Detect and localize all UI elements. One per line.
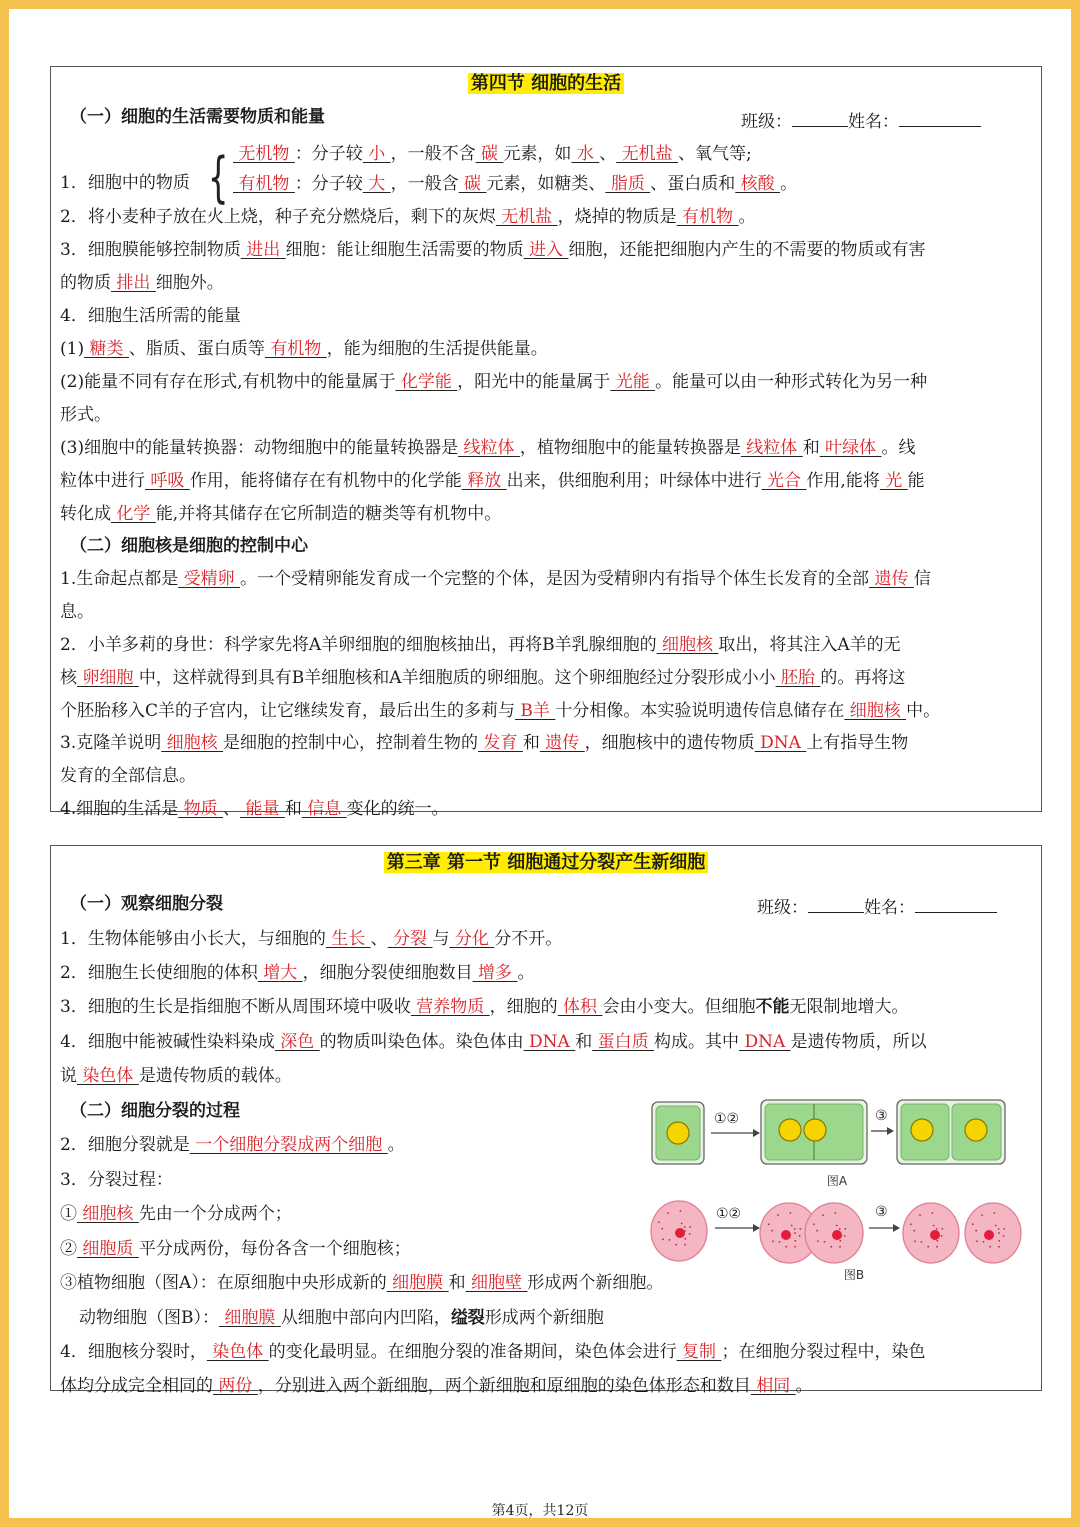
item-p3: 3．分裂过程： xyxy=(60,1170,173,1190)
cytoplasm-granule xyxy=(777,1214,779,1216)
answer-blank: 信息 xyxy=(301,799,347,819)
arrow-12 xyxy=(711,1111,760,1137)
cytoplasm-granule xyxy=(684,1244,686,1246)
cytoplasm-granule xyxy=(927,1246,929,1248)
answer-blank: 无机物 xyxy=(233,144,295,164)
name-blank xyxy=(899,110,981,127)
text-segment: 。线 xyxy=(881,438,916,458)
answer-blank: 糖类 xyxy=(84,339,129,359)
answer-blank: 细胞壁 xyxy=(465,1273,528,1293)
cytoplasm-granule xyxy=(661,1228,663,1230)
cytoplasm-granule xyxy=(983,1241,985,1243)
item-2 xyxy=(60,205,1033,229)
answer-blank: 细胞核 xyxy=(844,701,907,721)
answer-blank: 蛋白质 xyxy=(592,1032,655,1052)
text-segment: 出来，供细胞利用；叶绿体中进行 xyxy=(506,471,762,491)
text-segment: 和 xyxy=(448,1273,466,1293)
answer-blank: 有机物 xyxy=(233,174,295,194)
arrow-label-3-b: ③ xyxy=(875,1204,888,1220)
text-segment: 。一个受精卵能发育成一个完整的个体，是因为受精卵内有指导个体生长发育的全部 xyxy=(240,569,870,589)
text-segment: 体均分成完全相同的 xyxy=(60,1376,213,1396)
answer-blank: 进出 xyxy=(240,240,286,260)
figure-a-caption: 图A xyxy=(826,1174,848,1188)
item-n4a xyxy=(60,1030,1033,1054)
cytoplasm-granule xyxy=(1003,1228,1005,1230)
item-4-3b xyxy=(60,469,1033,493)
cytoplasm-granule xyxy=(830,1246,832,1248)
item-q4a xyxy=(60,1340,1033,1364)
cytoplasm-granule xyxy=(794,1232,796,1234)
cytoplasm-granule xyxy=(816,1230,818,1232)
item-1b xyxy=(233,172,1033,196)
text-segment: 形成两个新细胞 xyxy=(484,1308,604,1328)
cytoplasm-granule xyxy=(936,1228,938,1230)
cytoplasm-granule xyxy=(975,1230,977,1232)
text-segment: ：分子较 xyxy=(294,174,363,194)
plant-cell-dividing xyxy=(761,1100,867,1164)
cytoplasm-granule xyxy=(794,1228,796,1230)
answer-blank: 一个细胞分裂成两个细胞 xyxy=(189,1135,388,1155)
text-segment: 信 xyxy=(913,569,931,589)
text-segment: 、氧气等; xyxy=(678,144,752,164)
class-name-fields: 班级： 姓名： xyxy=(741,107,981,132)
text-segment: 核 xyxy=(60,668,77,688)
part-heading: （一）细胞的生活需要物质和能量 xyxy=(70,107,325,127)
cytoplasm-granule xyxy=(989,1246,991,1248)
plant-cells-result xyxy=(897,1100,1005,1164)
item-m2c xyxy=(60,699,1033,723)
answer-blank: 遗传 xyxy=(869,569,914,589)
text-segment: 2．细胞生长使细胞的体积 xyxy=(60,963,258,983)
text-segment: 4.细胞的生活是 xyxy=(60,799,179,819)
answer-blank: 进入 xyxy=(523,240,569,260)
text-segment: 粒体中进行 xyxy=(60,471,145,491)
text-segment: 作用,能将 xyxy=(806,471,880,491)
answer-blank: 碳 xyxy=(475,144,504,164)
answer-blank: 线粒体 xyxy=(458,438,520,458)
item-n4b xyxy=(60,1064,1033,1088)
answer-blank: 物质 xyxy=(178,799,224,819)
text-segment: ，细胞核中的遗传物质 xyxy=(584,733,755,753)
text-segment: 2．细胞分裂就是 xyxy=(60,1135,190,1155)
text-segment: 的物质叫染色体。染色体由 xyxy=(319,1032,524,1052)
text-segment: 会由小变大。但细胞 xyxy=(602,997,756,1017)
cytoplasm-granule xyxy=(839,1246,841,1248)
animal-cell-single xyxy=(651,1201,707,1261)
cytoplasm-granule xyxy=(822,1214,824,1216)
page-footer: 第4页，共12页 xyxy=(491,1503,589,1519)
cytoplasm-granule xyxy=(976,1240,978,1242)
cytoplasm-granule xyxy=(813,1223,815,1225)
part-heading: （二）细胞分裂的过程 xyxy=(70,1101,240,1121)
text-segment: 的物质 xyxy=(60,273,111,293)
item-4-3a xyxy=(60,436,1033,460)
cytoplasm-granule xyxy=(1003,1235,1005,1237)
cytoplasm-granule xyxy=(941,1235,943,1237)
arrow-3-b xyxy=(869,1204,900,1232)
text-segment: 元素，如糖类、 xyxy=(486,174,606,194)
cytoplasm-granule xyxy=(941,1228,943,1230)
cytoplasm-granule xyxy=(932,1212,934,1214)
text-segment: 2．将小麦种子放在火上烧，种子充分燃烧后，剩下的灰烬 xyxy=(60,207,496,227)
text-segment: 元素，如 xyxy=(503,144,572,164)
text-segment: 1.生命起点都是 xyxy=(60,569,179,589)
text-segment: ，分别进入两个新细胞，两个新细胞和原细胞的染色体形态和数目 xyxy=(257,1376,751,1396)
text-segment: 、脂质、蛋白质等 xyxy=(128,339,265,359)
text-segment: 。能量可以由一种形式转化为另一种 xyxy=(655,372,928,392)
text-segment: 。 xyxy=(780,174,798,194)
cytoplasm-granule xyxy=(994,1212,996,1214)
text-segment: 和 xyxy=(575,1032,593,1052)
answer-blank: DNA xyxy=(739,1032,791,1052)
cytoplasm-granule xyxy=(998,1228,1000,1230)
cytoplasm-granule xyxy=(684,1238,686,1240)
text-segment: ③植物细胞（图A）：在原细胞中央形成新的 xyxy=(60,1273,387,1293)
cytoplasm-granule xyxy=(998,1232,1000,1234)
text-segment: 是遗传物质，所以 xyxy=(790,1032,927,1052)
answer-blank: 分化 xyxy=(449,929,495,949)
cytoplasm-granule xyxy=(998,1240,1000,1242)
name-blank xyxy=(915,896,997,913)
cytoplasm-granule xyxy=(981,1214,983,1216)
answer-blank: 细胞质 xyxy=(77,1239,139,1259)
answer-blank: 体积 xyxy=(557,997,603,1017)
text-segment: 和 xyxy=(284,799,302,819)
cytoplasm-granule xyxy=(910,1223,912,1225)
cytoplasm-granule xyxy=(913,1230,915,1232)
answer-blank: 脂质 xyxy=(605,174,651,194)
answer-blank: 深色 xyxy=(274,1032,320,1052)
part-heading: （一）观察细胞分裂 xyxy=(70,894,223,914)
cytoplasm-granule xyxy=(771,1230,773,1232)
text-segment: 动物细胞（图B）： xyxy=(79,1308,219,1328)
cytoplasm-granule xyxy=(658,1221,660,1223)
brace: { xyxy=(207,146,229,209)
arrow-label-12: ①② xyxy=(714,1111,740,1127)
text-segment: 。 xyxy=(517,963,535,983)
cytoplasm-granule xyxy=(684,1226,686,1228)
item-4-3c xyxy=(60,502,1033,526)
cytoplasm-granule xyxy=(919,1214,921,1216)
section-title: 第四节 细胞的生活 xyxy=(468,73,624,94)
class-blank xyxy=(792,110,848,127)
answer-blank: B羊 xyxy=(515,701,556,721)
text-segment: 是细胞的控制中心，控制着生物的 xyxy=(223,733,479,753)
answer-blank: 核酸 xyxy=(735,174,781,194)
text-segment: 能,并将其储存在它所制造的糖类等有机物中。 xyxy=(155,504,502,524)
text-segment: 3.克隆羊说明 xyxy=(60,733,162,753)
cytoplasm-granule xyxy=(936,1246,938,1248)
answer-blank: 水 xyxy=(571,144,600,164)
item-q4b xyxy=(60,1374,1033,1398)
arrow-label-12-b: ①② xyxy=(716,1206,742,1222)
answer-blank: 染色体 xyxy=(206,1342,269,1362)
item-n3 xyxy=(60,995,1033,1019)
section-cell-life xyxy=(50,66,1042,819)
answer-blank: 胚胎 xyxy=(775,668,821,688)
answer-blank: 增大 xyxy=(257,963,303,983)
answer-blank: 细胞核 xyxy=(656,635,719,655)
answer-blank: 光合 xyxy=(761,471,807,491)
section-title: 第三章 第一节 细胞通过分裂产生新细胞 xyxy=(384,852,709,873)
cytoplasm-granule xyxy=(684,1230,686,1232)
text-segment: 、 xyxy=(223,799,241,819)
text-segment: 的变化最明显。在细胞分裂的准备期间，染色体会进行 xyxy=(268,1342,677,1362)
text-segment: (2)能量不同有存在形式,有机物中的能量属于 xyxy=(60,372,396,392)
text-segment: 。 xyxy=(387,1135,405,1155)
item-m1b: 息。 xyxy=(60,602,94,622)
text-segment: 和 xyxy=(522,733,540,753)
answer-blank: 遗传 xyxy=(539,733,585,753)
class-name-fields: 班级： 姓名： xyxy=(757,893,997,918)
cytoplasm-granule xyxy=(933,1225,935,1227)
answer-blank: 光 xyxy=(879,471,908,491)
text-segment: 变化的统一。 xyxy=(346,799,449,819)
answer-blank: 线粒体 xyxy=(740,438,803,458)
text-segment: (1) xyxy=(60,339,85,359)
cytoplasm-granule xyxy=(799,1235,801,1237)
text-segment: 能 xyxy=(907,471,925,491)
cytoplasm-granule xyxy=(839,1228,841,1230)
text-segment: 上有指导生物 xyxy=(806,733,909,753)
text-segment: 说 xyxy=(60,1066,77,1086)
answer-blank: 释放 xyxy=(461,471,507,491)
answer-blank: 碳 xyxy=(458,174,487,194)
text-segment: 无限制地增大。 xyxy=(789,997,909,1017)
worksheet-page xyxy=(9,9,1071,1518)
item-n2 xyxy=(60,961,1033,985)
cytoplasm-granule xyxy=(995,1225,997,1227)
text-segment: 个胚胎移入C羊的子宫内，让它继续发育，最后出生的多莉与 xyxy=(60,701,516,721)
arrow-3 xyxy=(871,1108,894,1135)
text-segment: 4．细胞中能被碱性染料染成 xyxy=(60,1032,275,1052)
text-segment: 中。 xyxy=(906,701,941,721)
cytoplasm-granule xyxy=(768,1223,770,1225)
answer-blank: 细胞核 xyxy=(77,1204,139,1224)
step-3-animal xyxy=(79,1306,1033,1330)
cytoplasm-granule xyxy=(824,1241,826,1243)
answer-blank: 复制 xyxy=(676,1342,722,1362)
text-segment: 形成两个新细胞。 xyxy=(527,1273,664,1293)
cytoplasm-granule xyxy=(667,1212,669,1214)
cytoplasm-granule xyxy=(669,1239,671,1241)
section-cell-division xyxy=(50,845,1042,1396)
text-segment: 2．小羊多莉的身世：科学家先将A羊卵细胞的细胞核抽出，再将B羊乳腺细胞的 xyxy=(60,635,657,655)
answer-blank: 排出 xyxy=(111,273,156,293)
cytoplasm-granule xyxy=(972,1223,974,1225)
text-segment: ，能为细胞的生活提供能量。 xyxy=(326,339,548,359)
cytoplasm-granule xyxy=(790,1212,792,1214)
answer-blank: 营养物质 xyxy=(410,997,490,1017)
answer-blank: 相同 xyxy=(750,1376,796,1396)
text-segment: ② xyxy=(60,1239,77,1259)
text-segment: ，细胞的 xyxy=(489,997,558,1017)
item-4-1 xyxy=(60,337,1033,361)
text-segment: ：分子较 xyxy=(294,144,363,164)
item-m3a xyxy=(60,731,1033,755)
text-segment: 1．生物体能够由小长大，与细胞的 xyxy=(60,929,326,949)
text-segment: 十分相像。本实验说明遗传信息储存在 xyxy=(555,701,845,721)
text-segment: 和 xyxy=(802,438,820,458)
item-3a xyxy=(60,238,1033,262)
cell-division-figure xyxy=(649,1098,1039,1283)
emphasis-text: 缢裂 xyxy=(450,1308,485,1328)
answer-blank: 有机物 xyxy=(676,207,739,227)
text-segment: 细胞，还能把细胞内产生的不需要的物质或有害 xyxy=(568,240,926,260)
answer-blank: 化学 xyxy=(111,504,156,524)
text-segment: ，一般含 xyxy=(390,174,459,194)
text-segment: 的。再将这 xyxy=(820,668,906,688)
answer-blank: DNA xyxy=(523,1032,576,1052)
answer-blank: 分裂 xyxy=(387,929,433,949)
text-segment: 与 xyxy=(432,929,450,949)
cytoplasm-granule xyxy=(839,1240,841,1242)
answer-blank: 卵细胞 xyxy=(77,668,139,688)
answer-blank: 化学能 xyxy=(395,372,458,392)
text-segment: 先由一个分成两个； xyxy=(138,1204,292,1224)
answer-blank: 细胞膜 xyxy=(386,1273,449,1293)
text-segment: 、蛋白质和 xyxy=(650,174,736,194)
item-m4 xyxy=(60,797,1033,821)
answer-blank: 两份 xyxy=(213,1376,258,1396)
emphasis-text: 不能 xyxy=(755,997,790,1017)
answer-blank: 无机盐 xyxy=(495,207,558,227)
text-segment: 3．细胞膜能够控制物质 xyxy=(60,240,241,260)
cytoplasm-granule xyxy=(689,1226,691,1228)
text-segment: ，植物细胞中的能量转换器是 xyxy=(519,438,741,458)
answer-blank: DNA xyxy=(754,733,807,753)
cytoplasm-granule xyxy=(817,1240,819,1242)
text-segment: ，一般不含 xyxy=(390,144,476,164)
item-m2b xyxy=(60,666,1033,690)
text-segment: 。 xyxy=(795,1376,813,1396)
cytoplasm-granule xyxy=(772,1240,774,1242)
figure-b-caption: 图B xyxy=(843,1268,865,1282)
cytoplasm-granule xyxy=(836,1225,838,1227)
text-segment: 细胞外。 xyxy=(155,273,224,293)
answer-blank: 细胞核 xyxy=(161,733,224,753)
cytoplasm-granule xyxy=(675,1244,677,1246)
item-4-2a xyxy=(60,370,1033,394)
answer-blank: 呼吸 xyxy=(145,471,190,491)
answer-blank: 发育 xyxy=(478,733,523,753)
item-m1a xyxy=(60,567,1033,591)
answer-blank: 光能 xyxy=(610,372,656,392)
cytoplasm-granule xyxy=(680,1210,682,1212)
text-segment: 作用，能将储存在有机物中的化学能 xyxy=(189,471,462,491)
text-segment: ，烧掉的物质是 xyxy=(557,207,677,227)
cytoplasm-granule xyxy=(791,1225,793,1227)
text-segment: 平分成两份，每份各含一个细胞核； xyxy=(138,1239,411,1259)
text-segment: 取出，将其注入A羊的无 xyxy=(718,635,901,655)
text-segment: ① xyxy=(60,1204,77,1224)
text-segment: 。 xyxy=(738,207,756,227)
answer-blank: 生长 xyxy=(325,929,371,949)
answer-blank: 大 xyxy=(362,174,391,194)
item-m3b: 发育的全部信息。 xyxy=(60,766,196,786)
item-3b xyxy=(60,271,1033,295)
item-n1 xyxy=(60,927,1033,951)
text-segment: 细胞：能让细胞生活需要的物质 xyxy=(285,240,524,260)
cytoplasm-granule xyxy=(844,1228,846,1230)
text-segment: 中，这样就得到具有B羊细胞核和A羊细胞质的卵细胞。这个卵细胞经过分裂形成小小 xyxy=(138,668,776,688)
text-segment: 构成。其中 xyxy=(654,1032,740,1052)
cytoplasm-granule xyxy=(799,1228,801,1230)
animal-cell-dividing xyxy=(760,1203,863,1263)
cytoplasm-granule xyxy=(794,1246,796,1248)
cytoplasm-granule xyxy=(839,1232,841,1234)
part-heading: （二）细胞核是细胞的控制中心 xyxy=(70,536,308,556)
class-blank xyxy=(808,896,864,913)
cytoplasm-granule xyxy=(794,1240,796,1242)
text-segment: 、 xyxy=(370,929,388,949)
text-segment: ，阳光中的能量属于 xyxy=(457,372,611,392)
arrow-label-3: ③ xyxy=(875,1108,888,1124)
answer-blank: 增多 xyxy=(472,963,518,983)
item-1-label: 1．细胞中的物质 xyxy=(60,173,190,193)
cytoplasm-granule xyxy=(914,1240,916,1242)
cytoplasm-granule xyxy=(779,1241,781,1243)
item-m2a xyxy=(60,633,1033,657)
animal-cells-result xyxy=(903,1203,1021,1263)
text-segment: 分不开。 xyxy=(494,929,563,949)
text-segment: 3．细胞的生长是指细胞不断从周围环境中吸收 xyxy=(60,997,411,1017)
answer-blank: 小 xyxy=(362,144,391,164)
answer-blank: 能量 xyxy=(240,799,285,819)
cytoplasm-granule xyxy=(936,1232,938,1234)
text-segment: 4．细胞核分裂时， xyxy=(60,1342,207,1362)
cytoplasm-granule xyxy=(689,1233,691,1235)
cytoplasm-granule xyxy=(785,1246,787,1248)
item-4-2b: 形式。 xyxy=(60,405,111,425)
answer-blank: 无机盐 xyxy=(616,144,679,164)
cytoplasm-granule xyxy=(936,1240,938,1242)
cytoplasm-granule xyxy=(835,1212,837,1214)
answer-blank: 有机物 xyxy=(264,339,327,359)
cytoplasm-granule xyxy=(921,1241,923,1243)
text-segment: ，细胞分裂使细胞数目 xyxy=(302,963,473,983)
arrow-12-b xyxy=(715,1206,760,1232)
text-segment: 、 xyxy=(599,144,617,164)
cytoplasm-granule xyxy=(844,1235,846,1237)
text-segment: 是遗传物质的载体。 xyxy=(138,1066,292,1086)
item-1a xyxy=(233,142,1033,166)
text-segment: 转化成 xyxy=(60,504,111,524)
text-segment: (3)细胞中的能量转换器：动物细胞中的能量转换器是 xyxy=(60,438,459,458)
item-4: 4．细胞生活所需的能量 xyxy=(60,306,241,326)
cytoplasm-granule xyxy=(681,1223,683,1225)
answer-blank: 叶绿体 xyxy=(819,438,882,458)
text-segment: 从细胞中部向内凹陷， xyxy=(280,1308,451,1328)
answer-blank: 受精卵 xyxy=(178,569,241,589)
cytoplasm-granule xyxy=(998,1246,1000,1248)
answer-blank: 细胞膜 xyxy=(219,1308,281,1328)
cytoplasm-granule xyxy=(662,1238,664,1240)
text-segment: ；在细胞分裂过程中，染色 xyxy=(721,1342,926,1362)
answer-blank: 染色体 xyxy=(77,1066,139,1086)
plant-cell-single xyxy=(652,1102,704,1164)
